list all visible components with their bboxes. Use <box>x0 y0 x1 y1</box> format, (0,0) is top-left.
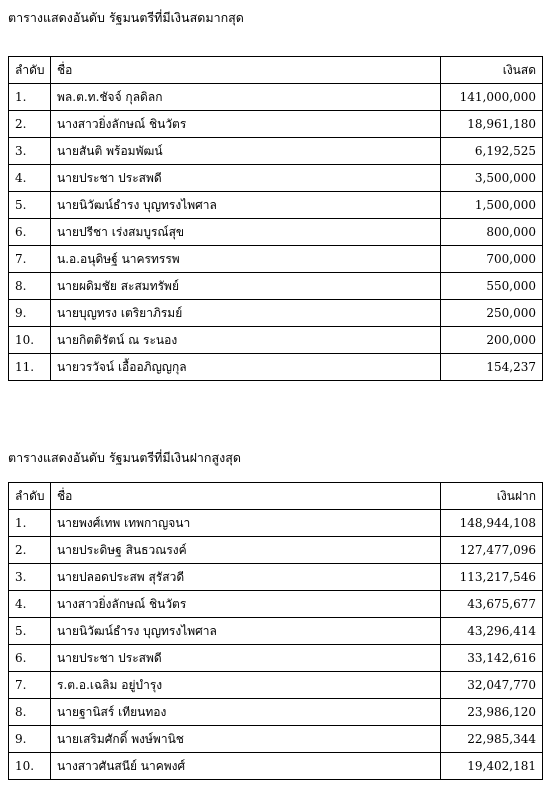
rank-cell: 3. <box>9 564 51 591</box>
name-cell: นางสาวยิ่งลักษณ์ ชินวัตร <box>51 591 441 618</box>
amount-cell: 18,961,180 <box>441 111 543 138</box>
name-cell: นายเสริมศักดิ์ พงษ์พานิช <box>51 726 441 753</box>
table-row <box>9 138 543 165</box>
table-row <box>9 618 543 645</box>
name-cell: นายผดิมชัย สะสมทรัพย์ <box>51 273 441 300</box>
header-amount: เงินสด <box>441 57 543 84</box>
amount-cell: 200,000 <box>441 327 543 354</box>
amount-cell: 43,296,414 <box>441 618 543 645</box>
header-name: ชื่อ <box>51 57 441 84</box>
rank-cell: 9. <box>9 300 51 327</box>
table-row <box>9 591 543 618</box>
amount-cell: 127,477,096 <box>441 537 543 564</box>
rank-cell: 5. <box>9 192 51 219</box>
rank-cell: 11. <box>9 354 51 381</box>
amount-cell: 148,944,108 <box>441 510 543 537</box>
rank-cell: 2. <box>9 537 51 564</box>
amount-cell: 1,500,000 <box>441 192 543 219</box>
rank-cell: 10. <box>9 327 51 354</box>
header-rank: ลำดับ <box>9 57 51 84</box>
table-row <box>9 192 543 219</box>
table-row <box>9 165 543 192</box>
table-row <box>9 510 543 537</box>
name-cell: นายประชา ประสพดี <box>51 165 441 192</box>
amount-cell: 6,192,525 <box>441 138 543 165</box>
rank-cell: 1. <box>9 84 51 111</box>
amount-cell: 23,986,120 <box>441 699 543 726</box>
amount-cell: 3,500,000 <box>441 165 543 192</box>
table-row <box>9 672 543 699</box>
name-cell: นายสันติ พร้อมพัฒน์ <box>51 138 441 165</box>
rank-cell: 4. <box>9 165 51 192</box>
name-cell: นายนิวัฒน์ธำรง บุญทรงไพศาล <box>51 618 441 645</box>
cash-table-title: ตารางแสดงอันดับ รัฐมนตรีที่มีเงินสดมากสุด <box>8 10 244 25</box>
amount-cell: 154,237 <box>441 354 543 381</box>
name-cell: พล.ต.ท.ชัจจ์ กุลดิลก <box>51 84 441 111</box>
rank-cell: 6. <box>9 219 51 246</box>
rank-cell: 5. <box>9 618 51 645</box>
amount-cell: 33,142,616 <box>441 645 543 672</box>
table-row <box>9 246 543 273</box>
table-row <box>9 726 543 753</box>
table-row <box>9 354 543 381</box>
name-cell: นายนิวัฒน์ธำรง บุญทรงไพศาล <box>51 192 441 219</box>
name-cell: น.อ.อนุดิษฐ์ นาครทรรพ <box>51 246 441 273</box>
rank-cell: 8. <box>9 699 51 726</box>
table-row <box>9 219 543 246</box>
rank-cell: 7. <box>9 246 51 273</box>
amount-cell: 43,675,677 <box>441 591 543 618</box>
name-cell: นายประชา ประสพดี <box>51 645 441 672</box>
name-cell: นายฐานิสร์ เทียนทอง <box>51 699 441 726</box>
amount-cell: 250,000 <box>441 300 543 327</box>
name-cell: ร.ต.อ.เฉลิม อยู่บำรุง <box>51 672 441 699</box>
header-amount: เงินฝาก <box>441 483 543 510</box>
rank-cell: 10. <box>9 753 51 780</box>
amount-cell: 700,000 <box>441 246 543 273</box>
name-cell: นายปลอดประสพ สุรัสวดี <box>51 564 441 591</box>
header-rank: ลำดับ <box>9 483 51 510</box>
amount-cell: 19,402,181 <box>441 753 543 780</box>
table-row <box>9 273 543 300</box>
deposit-table-title: ตารางแสดงอันดับ รัฐมนตรีที่มีเงินฝากสูงสุด <box>8 450 241 465</box>
rank-cell: 3. <box>9 138 51 165</box>
rank-cell: 2. <box>9 111 51 138</box>
table-row <box>9 645 543 672</box>
name-cell: นายปรีชา เร่งสมบูรณ์สุข <box>51 219 441 246</box>
table-header-row <box>9 57 543 84</box>
rank-cell: 8. <box>9 273 51 300</box>
rank-cell: 4. <box>9 591 51 618</box>
table-row <box>9 111 543 138</box>
table-row <box>9 300 543 327</box>
header-name: ชื่อ <box>51 483 441 510</box>
amount-cell: 113,217,546 <box>441 564 543 591</box>
name-cell: นายบุญทรง เตริยาภิรมย์ <box>51 300 441 327</box>
table-row <box>9 537 543 564</box>
name-cell: นายพงศ์เทพ เทพกาญจนา <box>51 510 441 537</box>
table-row <box>9 327 543 354</box>
rank-cell: 9. <box>9 726 51 753</box>
amount-cell: 32,047,770 <box>441 672 543 699</box>
amount-cell: 22,985,344 <box>441 726 543 753</box>
name-cell: นายวรวัจน์ เอื้ออภิญญกุล <box>51 354 441 381</box>
name-cell: นางสาวยิ่งลักษณ์ ชินวัตร <box>51 111 441 138</box>
table-row <box>9 84 543 111</box>
name-cell: นางสาวศันสนีย์ นาคพงศ์ <box>51 753 441 780</box>
deposit-ranking-table <box>8 482 543 780</box>
table-row <box>9 564 543 591</box>
table-header-row <box>9 483 543 510</box>
amount-cell: 141,000,000 <box>441 84 543 111</box>
cash-ranking-table <box>8 56 543 381</box>
table-row <box>9 753 543 780</box>
name-cell: นายกิตติรัตน์ ณ ระนอง <box>51 327 441 354</box>
amount-cell: 800,000 <box>441 219 543 246</box>
rank-cell: 7. <box>9 672 51 699</box>
table-row <box>9 699 543 726</box>
rank-cell: 1. <box>9 510 51 537</box>
rank-cell: 6. <box>9 645 51 672</box>
amount-cell: 550,000 <box>441 273 543 300</box>
name-cell: นายประดิษฐ สินธวณรงค์ <box>51 537 441 564</box>
